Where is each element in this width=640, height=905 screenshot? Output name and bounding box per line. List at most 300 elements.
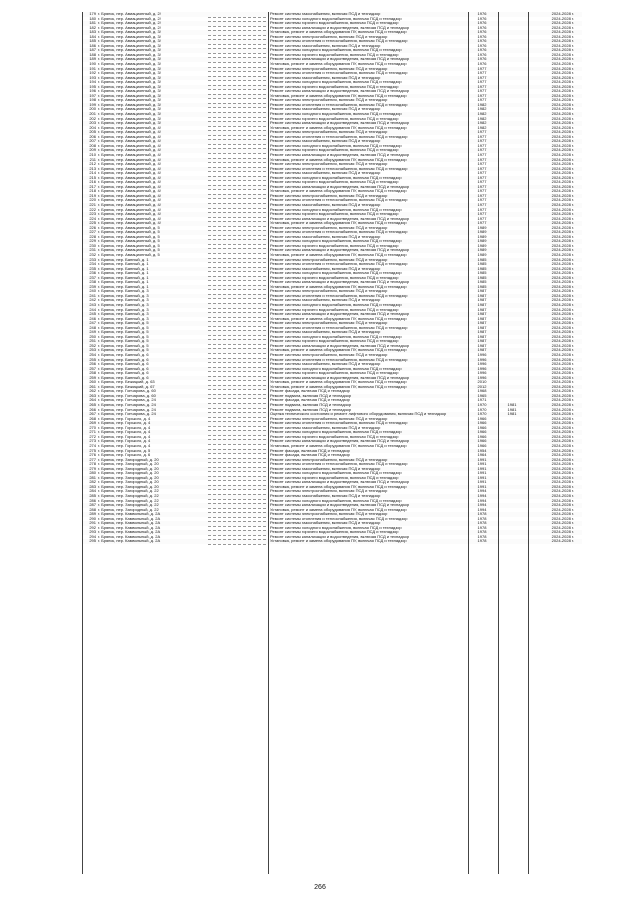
period-cell: 2024-2028 г. (551, 303, 574, 307)
period-cell: 2024-2028 г. (551, 530, 574, 535)
year-cell: 1977 (477, 171, 487, 176)
address-cell: г. Брянск, пер. Камвольный, д. 2А (98, 539, 161, 544)
row-number: 252 (89, 343, 96, 348)
address-cell: г. Брянск, пер. Гончарова, д. 24 (98, 407, 156, 412)
period-cell: 2024-2028 г. (551, 398, 574, 403)
year-cell: 1996 (477, 357, 487, 362)
address-cell: г. Брянск, пер. Авиационный, д. 3/ (98, 84, 161, 89)
work-type-cell: Ремонт системы электроснабжения, включая ПСД и технадзор (270, 457, 388, 462)
address-cell: г. Брянск, пер. Банный, д. 1 (98, 275, 149, 280)
work-type-cell: Ремонт системы холодного водоснабжения, включая ПСД и технадзор (270, 366, 402, 371)
year-cell: 1977 (477, 152, 487, 157)
work-type-cell: Ремонт системы горячего водоснабжения, включая ПСД и технадзор (270, 307, 399, 312)
row-number: 269 (89, 421, 96, 426)
work-type-cell: Ремонт системы канализации и водоотведения, включая ПСД и технадзор (270, 248, 410, 253)
period-cell: 2024-2028 г. (551, 234, 574, 239)
year-cell: 1987 (477, 293, 487, 298)
period-cell: 2024-2028 г. (551, 466, 574, 471)
work-type-cell: Ремонт системы газоснабжения, включая ПСД и технадзор (270, 75, 381, 80)
period-cell: 2024-2028 г. (551, 30, 574, 35)
address-cell: г. Брянск, пер. Горького, д. 4 (98, 443, 151, 448)
work-type-cell: Ремонт системы отопления и теплоснабжения, включая ПСД и технадзор (270, 102, 408, 107)
row-number: 189 (89, 57, 96, 62)
period-cell: 2024-2028 г. (551, 162, 574, 167)
address-cell: г. Брянск, пер. Банный, д. 1 (98, 271, 149, 276)
year-cell: 1970 (477, 403, 487, 408)
row-number: 195 (89, 84, 96, 89)
period-cell: 2024-2028 г. (551, 202, 574, 207)
address-cell: г. Брянск, пер. Авиационный, д. 3/ (98, 30, 161, 35)
work-type-cell: Ремонт системы электроснабжения, включая ПСД и технадзор (270, 130, 388, 135)
address-cell: г. Брянск, пер. Камвольный, д. 2А (98, 525, 161, 530)
period-cell: 2024-2028 г. (551, 357, 574, 362)
period-cell: 2024-2028 г. (551, 521, 574, 526)
row-number: 214 (89, 171, 96, 176)
address-cell: г. Брянск, пер. Авиационный, д. 4/ (98, 157, 161, 162)
period-cell: 2024-2028 г. (551, 443, 574, 448)
year-cell: 2010 (477, 380, 487, 385)
address-cell: г. Брянск, пер. Авиационный, д. 4/ (98, 171, 161, 176)
address-cell: г. Брянск, пер. Банный, д. 5 (98, 348, 149, 353)
address-cell: г. Брянск, пер. Авиационный, д. 5 (98, 252, 160, 257)
address-cell: г. Брянск, пер. Банный, д. 3 (98, 298, 149, 303)
row-number: 289 (89, 512, 96, 517)
period-cell: 2024-2028 г. (551, 266, 574, 271)
year-cell: 1970 (477, 412, 487, 417)
work-type-cell: Ремонт системы канализации и водоотведения, включая ПСД и технадзор (270, 375, 410, 380)
work-type-cell: Ремонт системы электроснабжения, включая ПСД и технадзор (270, 162, 388, 167)
period-cell: 2024-2028 г. (551, 280, 574, 285)
year-cell: 1994 (477, 493, 487, 498)
address-cell: г. Брянск, пер. Банный, д. 5 (98, 334, 149, 339)
work-type-cell: Ремонт системы холодного водоснабжения, включая ПСД и технадзор (270, 303, 402, 307)
work-type-cell: Ремонт системы электроснабжения, включая ПСД и технадзор (270, 66, 388, 71)
work-type-cell: Установка, ремонт и замена оборудования ПУ, включая ПСД и технадзор (270, 443, 407, 448)
year-cell: 1964 (477, 453, 487, 458)
work-type-cell: Оценка технического состояния и ремонт лифтового оборудования, включая ПСД и технадзор (270, 412, 447, 417)
period-cell: 2024-2028 г. (551, 412, 574, 417)
period-cell: 2024-2028 г. (551, 475, 574, 480)
year-cell: 1978 (477, 534, 487, 539)
year-cell: 2012 (477, 384, 487, 389)
address-cell: г. Брянск, пер. Авиационный, д. 3/ (98, 52, 161, 57)
period-cell: 2024-2028 г. (551, 84, 574, 89)
year-cell: 1977 (477, 157, 487, 162)
row-number: 273 (89, 439, 96, 444)
row-number: 293 (89, 530, 96, 535)
period-cell: 2024-2028 г. (551, 275, 574, 280)
year-cell: 1985 (477, 262, 487, 267)
year-cell: 1966 (477, 421, 487, 426)
period-cell: 2024-2028 г. (551, 171, 574, 176)
address-cell: г. Брянск, пер. Банный, д. 6 (98, 375, 149, 380)
work-type-cell: Ремонт системы холодного водоснабжения, включая ПСД и технадзор (270, 16, 402, 21)
address-cell: г. Брянск, пер. Бежицкий, д. 67 (98, 384, 155, 389)
period-cell: 2024-2028 г. (551, 457, 574, 462)
address-cell: г. Брянск, пер. Камвольный, д. 2А (98, 534, 161, 539)
year-cell: 1976 (477, 52, 487, 57)
period-cell: 2024-2028 г. (551, 225, 574, 230)
year-cell: 1987 (477, 321, 487, 326)
period-cell: 2024-2028 г. (551, 316, 574, 321)
work-type-cell: Ремонт системы канализации и водоотведения, включая ПСД и технадзор (270, 184, 410, 189)
row-number: 203 (89, 121, 96, 126)
address-cell: г. Брянск, пер. Банный, д. 1 (98, 280, 149, 285)
year-cell: 1977 (477, 212, 487, 217)
address-cell: г. Брянск, пер. Банный, д. 3 (98, 307, 149, 312)
row-number: 290 (89, 516, 96, 521)
row-number: 278 (89, 462, 96, 467)
row-number: 239 (89, 284, 96, 289)
year-cell: 1977 (477, 93, 487, 98)
work-type-cell: Ремонт системы холодного водоснабжения, включая ПСД и технадзор (270, 334, 402, 339)
work-type-cell: Ремонт системы канализации и водоотведения, включая ПСД и технадзор (270, 57, 410, 62)
address-cell: г. Брянск, пер. Авиационный, д. 5 (98, 225, 160, 230)
work-type-cell: Ремонт системы канализации и водоотведения, включая ПСД и технадзор (270, 534, 410, 539)
address-cell: г. Брянск, пер. Банный, д. 1 (98, 266, 149, 271)
row-number: 265 (89, 403, 96, 408)
period-cell: 2024-2028 г. (551, 498, 574, 503)
work-type-cell: Ремонт системы отопления и теплоснабжения, включая ПСД и технадзор (270, 134, 408, 139)
period-cell: 2024-2028 г. (551, 257, 574, 262)
address-cell: г. Брянск, пер. Авиационный, д. 4/ (98, 184, 161, 189)
work-type-cell: Ремонт системы газоснабжения, включая ПСД и технадзор (270, 493, 381, 498)
address-cell: г. Брянск, пер. Авиационный, д. 4/ (98, 162, 161, 167)
row-number: 284 (89, 489, 96, 494)
row-number: 193 (89, 75, 96, 80)
period-cell: 2024-2028 г. (551, 166, 574, 171)
address-cell: г. Брянск, пер. Авиационный, д. 3/ (98, 98, 161, 103)
year-cell: 1987 (477, 289, 487, 294)
year-cell: 1991 (477, 462, 487, 467)
year-cell: 1994 (477, 489, 487, 494)
row-number: 276 (89, 453, 96, 458)
address-cell: г. Брянск, пер. Авиационный, д. 2/ (98, 16, 161, 21)
work-type-cell: Ремонт системы газоснабжения, включая ПСД и технадзор (270, 330, 381, 335)
year-cell: 1978 (477, 512, 487, 517)
works-table (82, 12, 582, 544)
row-number: 267 (89, 412, 96, 417)
period-cell: 2024-2028 г. (551, 375, 574, 380)
row-number: 182 (89, 25, 96, 30)
period-cell: 2024-2028 г. (551, 102, 574, 107)
year-cell: 1982 (477, 125, 487, 130)
row-number: 226 (89, 225, 96, 230)
period-cell: 2024-2028 г. (551, 271, 574, 276)
year-cell: 1987 (477, 298, 487, 303)
period-cell: 2024-2028 г. (551, 252, 574, 257)
address-cell: г. Брянск, пер. Авиационный, д. 3/ (98, 48, 161, 53)
row-number: 255 (89, 357, 96, 362)
address-cell: г. Брянск, пер. Камвольный, д. 2А (98, 516, 161, 521)
period-cell: 2024-2028 г. (551, 289, 574, 294)
work-type-cell: Ремонт системы отопления и теплоснабжения, включая ПСД и технадзор (270, 262, 408, 267)
year-cell: 1994 (477, 498, 487, 503)
year-cell: 1977 (477, 202, 487, 207)
period-cell: 2024-2028 г. (551, 12, 574, 16)
work-type-cell: Ремонт системы холодного водоснабжения, включая ПСД и технадзор (270, 80, 402, 85)
year-cell: 1977 (477, 198, 487, 203)
row-number: 183 (89, 30, 96, 35)
period-cell: 2024-2028 г. (551, 243, 574, 248)
address-cell: г. Брянск, пер. Гончарова, д. 24 (98, 403, 156, 408)
period-cell: 2024-2028 г. (551, 471, 574, 476)
work-type-cell: Ремонт системы холодного водоснабжения, включая ПСД и технадзор (270, 271, 402, 276)
year-cell: 1976 (477, 39, 487, 44)
work-type-cell: Установка, ремонт и замена оборудования ПУ, включая ПСД и технадзор (270, 30, 407, 35)
year-cell: 1996 (477, 366, 487, 371)
year-cell: 1996 (477, 353, 487, 358)
period-cell: 2024-2028 г. (551, 25, 574, 30)
year-cell: 1977 (477, 189, 487, 194)
year-cell: 1977 (477, 143, 487, 148)
work-type-cell: Ремонт системы горячего водоснабжения, включая ПСД и технадзор (270, 530, 399, 535)
period-cell: 2024-2028 г. (551, 16, 574, 21)
work-type-cell: Ремонт системы холодного водоснабжения, включая ПСД и технадзор (270, 207, 402, 212)
work-type-cell: Установка, ремонт и замена оборудования ПУ, включая ПСД и технадзор (270, 62, 407, 67)
year-cell: 1977 (477, 184, 487, 189)
period-cell: 2024-2028 г. (551, 425, 574, 430)
address-cell: г. Брянск, пер. Авиационный, д. 4/ (98, 202, 161, 207)
row-number: 242 (89, 298, 96, 303)
year-2-cell: 1981 (507, 412, 517, 417)
year-cell: 1977 (477, 66, 487, 71)
year-cell: 1996 (477, 371, 487, 376)
address-cell: г. Брянск, пер. Горького, д. 4 (98, 434, 151, 439)
row-number: 194 (89, 80, 96, 85)
year-cell: 1982 (477, 112, 487, 117)
work-type-cell: Ремонт системы холодного водоснабжения, включая ПСД и технадзор (270, 430, 402, 435)
address-cell: г. Брянск, пер. Авиационный, д. 3/ (98, 43, 161, 48)
address-cell: г. Брянск, пер. Авиационный, д. 4/ (98, 139, 161, 144)
address-cell: г. Брянск, пер. Банный, д. 3 (98, 303, 149, 307)
work-type-cell: Ремонт системы холодного водоснабжения, включая ПСД и технадзор (270, 48, 402, 53)
period-cell: 2024-2028 г. (551, 293, 574, 298)
period-cell: 2024-2028 г. (551, 493, 574, 498)
year-cell: 1977 (477, 221, 487, 226)
work-type-cell: Ремонт системы отопления и теплоснабжения, включая ПСД и технадзор (270, 230, 408, 235)
row-number: 240 (89, 289, 96, 294)
row-number: 249 (89, 330, 96, 335)
period-cell: 2024-2028 г. (551, 34, 574, 39)
year-cell: 1985 (477, 275, 487, 280)
address-cell: г. Брянск, пер. Авиационный, д. 4/ (98, 166, 161, 171)
work-type-cell: Ремонт системы отопления и теплоснабжения, включая ПСД и технадзор (270, 166, 408, 171)
period-cell: 2024-2028 г. (551, 112, 574, 117)
page-number: 266 (314, 884, 326, 891)
period-cell: 2024-2028 г. (551, 212, 574, 217)
period-cell: 2024-2028 г. (551, 52, 574, 57)
work-type-cell: Ремонт системы газоснабжения, включая ПСД и технадзор (270, 234, 381, 239)
work-type-cell: Установка, ремонт и замена оборудования ПУ, включая ПСД и технадзор (270, 384, 407, 389)
work-type-cell: Ремонт системы канализации и водоотведения, включая ПСД и технадзор (270, 343, 410, 348)
address-cell: г. Брянск, пер. Банный, д. 5 (98, 339, 149, 344)
row-number: 271 (89, 430, 96, 435)
row-number: 275 (89, 448, 96, 453)
row-number: 291 (89, 521, 96, 526)
work-type-cell: Ремонт системы горячего водоснабжения, включая ПСД и технадзор (270, 212, 399, 217)
row-number: 238 (89, 280, 96, 285)
period-cell: 2024-2028 г. (551, 484, 574, 489)
row-number: 213 (89, 166, 96, 171)
period-cell: 2024-2028 г. (551, 193, 574, 198)
row-number: 232 (89, 252, 96, 257)
work-type-cell: Ремонт системы горячего водоснабжения, включая ПСД и технадзор (270, 275, 399, 280)
period-cell: 2024-2028 г. (551, 189, 574, 194)
work-type-cell: Ремонт системы холодного водоснабжения, включая ПСД и технадзор (270, 175, 402, 180)
work-type-cell: Ремонт системы горячего водоснабжения, включая ПСД и технадзор (270, 84, 399, 89)
work-type-cell: Ремонт системы отопления и теплоснабжения, включая ПСД и технадзор (270, 357, 408, 362)
address-cell: г. Брянск, пер. Банный, д. 5 (98, 330, 149, 335)
address-cell: г. Брянск, пер. Загородный, д. 22 (98, 493, 159, 498)
row-number: 236 (89, 271, 96, 276)
address-cell: г. Брянск, пер. Авиационный, д. 4/ (98, 180, 161, 185)
year-cell: 1977 (477, 207, 487, 212)
address-cell: г. Брянск, пер. Авиационный, д. 3/ (98, 34, 161, 39)
row-number: 225 (89, 221, 96, 226)
address-cell: г. Брянск, пер. Авиационный, д. 3/ (98, 107, 161, 112)
year-cell: 1977 (477, 84, 487, 89)
period-cell: 2024-2028 г. (551, 353, 574, 358)
work-type-cell: Ремонт подвала, включая ПСД и технадзор (270, 407, 352, 412)
work-type-cell: Ремонт системы электроснабжения, включая ПСД и технадзор (270, 257, 388, 262)
address-cell: г. Брянск, пер. Авиационный, д. 4/ (98, 216, 161, 221)
period-cell: 2024-2028 г. (551, 507, 574, 512)
year-cell: 1977 (477, 139, 487, 144)
year-cell: 1991 (477, 471, 487, 476)
row-number: 222 (89, 207, 96, 212)
work-type-cell: Ремонт системы газоснабжения, включая ПСД и технадзор (270, 107, 381, 112)
year-cell: 1977 (477, 162, 487, 167)
address-cell: г. Брянск, пер. Гончарова, д. 24 (98, 412, 156, 417)
work-type-cell: Ремонт системы газоснабжения, включая ПСД и технадзор (270, 466, 381, 471)
row-number: 230 (89, 243, 96, 248)
row-number: 263 (89, 393, 96, 398)
year-cell: 1977 (477, 75, 487, 80)
year-cell: 1985 (477, 271, 487, 276)
row-number: 200 (89, 107, 96, 112)
address-cell: г. Брянск, пер. Авиационный, д. 3/ (98, 116, 161, 121)
row-number: 282 (89, 480, 96, 485)
work-type-cell: Ремонт системы электроснабжения, включая ПСД и технадзор (270, 34, 388, 39)
year-cell: 1976 (477, 62, 487, 67)
year-cell: 1985 (477, 284, 487, 289)
period-cell: 2024-2028 г. (551, 312, 574, 317)
row-number: 211 (89, 157, 96, 162)
address-cell: г. Брянск, пер. Авиационный, д. 5 (98, 243, 160, 248)
period-cell: 2024-2028 г. (551, 321, 574, 326)
row-number: 180 (89, 16, 96, 21)
work-type-cell: Ремонт системы отопления и теплоснабжения, включая ПСД и технадзор (270, 462, 408, 467)
work-type-cell: Ремонт системы газоснабжения, включая ПСД и технадзор (270, 43, 381, 48)
address-cell: г. Брянск, пер. Авиационный, д. 4/ (98, 207, 161, 212)
address-cell: г. Брянск, пер. Банный, д. 5 (98, 321, 149, 326)
year-cell: 1978 (477, 516, 487, 521)
year-cell: 1977 (477, 148, 487, 153)
row-number: 295 (89, 539, 96, 544)
period-cell: 2024-2028 г. (551, 480, 574, 485)
row-number: 294 (89, 534, 96, 539)
period-cell: 2024-2028 г. (551, 157, 574, 162)
row-number: 287 (89, 503, 96, 508)
address-cell: г. Брянск, пер. Камвольный, д. 2А (98, 530, 161, 535)
year-cell: 1991 (477, 457, 487, 462)
year-cell: 1977 (477, 89, 487, 94)
year-cell: 1982 (477, 116, 487, 121)
period-cell: 2024-2028 г. (551, 384, 574, 389)
address-cell: г. Брянск, пер. Горького, д. 4 (98, 425, 151, 430)
row-number: 223 (89, 212, 96, 217)
row-number: 185 (89, 39, 96, 44)
row-number: 256 (89, 362, 96, 367)
row-number: 190 (89, 62, 96, 67)
row-number: 212 (89, 162, 96, 167)
year-cell: 1977 (477, 98, 487, 103)
row-number: 279 (89, 466, 96, 471)
year-cell: 1991 (477, 480, 487, 485)
row-number: 243 (89, 303, 96, 307)
row-number: 216 (89, 180, 96, 185)
address-cell: г. Брянск, пер. Загородный, д. 20 (98, 466, 159, 471)
year-2-cell: 1981 (507, 403, 517, 408)
period-cell: 2024-2028 г. (551, 462, 574, 467)
row-number: 184 (89, 34, 96, 39)
period-cell: 2024-2028 г. (551, 503, 574, 508)
address-cell: г. Брянск, пер. Горького, д. 6 (98, 453, 151, 458)
period-cell: 2024-2028 г. (551, 216, 574, 221)
work-type-cell: Ремонт системы газоснабжения, включая ПСД и технадзор (270, 266, 381, 271)
work-type-cell: Ремонт системы холодного водоснабжения, включая ПСД и технадзор (270, 143, 402, 148)
period-cell: 2024-2028 г. (551, 62, 574, 67)
work-type-cell: Ремонт фасада, включая ПСД и технадзор (270, 453, 350, 458)
period-cell: 2024-2028 г. (551, 489, 574, 494)
year-cell: 1976 (477, 12, 487, 16)
row-number: 244 (89, 307, 96, 312)
row-number: 281 (89, 475, 96, 480)
row-number: 234 (89, 262, 96, 267)
work-type-cell: Ремонт системы отопления и теплоснабжения, включая ПСД и технадзор (270, 39, 408, 44)
work-type-cell: Ремонт системы канализации и водоотведения, включая ПСД и технадзор (270, 152, 410, 157)
year-cell: 1976 (477, 48, 487, 53)
address-cell: г. Брянск, пер. Авиационный, д. 3/ (98, 62, 161, 67)
address-cell: г. Брянск, пер. Авиационный, д. 2/ (98, 12, 161, 16)
period-cell: 2024-2028 г. (551, 139, 574, 144)
row-number: 241 (89, 293, 96, 298)
row-number: 268 (89, 416, 96, 421)
period-cell: 2024-2028 г. (551, 175, 574, 180)
row-number: 209 (89, 148, 96, 153)
address-cell: г. Брянск, пер. Горького, д. 4 (98, 421, 151, 426)
period-cell: 2024-2028 г. (551, 539, 574, 544)
address-cell: г. Брянск, пер. Гончарова, д. 60 (98, 393, 156, 398)
work-type-cell: Ремонт системы горячего водоснабжения, включая ПСД и технадзор (270, 52, 399, 57)
year-cell: 1989 (477, 225, 487, 230)
row-number: 224 (89, 216, 96, 221)
address-cell: г. Брянск, пер. Авиационный, д. 3/ (98, 80, 161, 85)
row-number: 221 (89, 202, 96, 207)
period-cell: 2024-2028 г. (551, 262, 574, 267)
row-number: 283 (89, 484, 96, 489)
row-number: 235 (89, 266, 96, 271)
year-cell: 1978 (477, 521, 487, 526)
period-cell: 2024-2028 г. (551, 307, 574, 312)
period-cell: 2024-2028 г. (551, 334, 574, 339)
row-number: 227 (89, 230, 96, 235)
row-number: 288 (89, 507, 96, 512)
work-type-cell: Установка, ремонт и замена оборудования ПУ, включая ПСД и технадзор (270, 189, 407, 194)
period-cell: 2024-2028 г. (551, 393, 574, 398)
row-number: 245 (89, 312, 96, 317)
